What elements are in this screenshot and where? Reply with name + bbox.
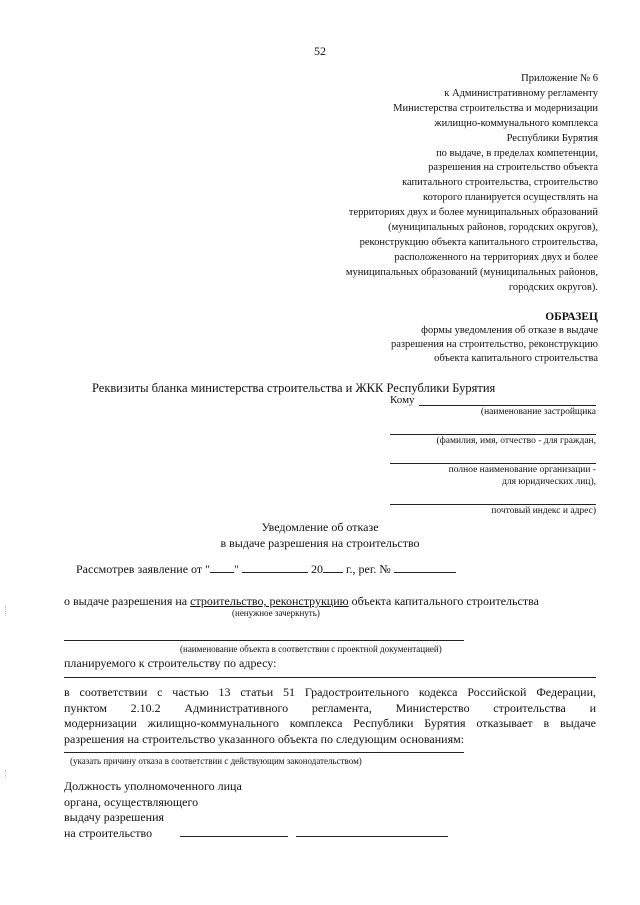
issuance-line	[64, 594, 539, 609]
sample-description	[391, 324, 598, 366]
scan-margin-mark	[5, 770, 10, 778]
reason-paragraph	[64, 685, 596, 747]
appendix-line-10: территориях двух и более муниципальных образований	[348, 207, 598, 219]
appendix-header	[346, 72, 598, 296]
fio-field[interactable]	[390, 422, 596, 435]
appendix-line-5: Республики Бурятия	[506, 132, 598, 144]
considered-line	[76, 562, 456, 577]
signatory-name-field[interactable]	[296, 836, 448, 837]
signature-field[interactable]	[180, 836, 288, 837]
notice-title-line-2: в выдаче разрешения на строительство	[220, 535, 420, 550]
notice-title-line-1: Уведомление об отказе	[261, 520, 379, 534]
issuance-hint: (ненужное зачеркнуть)	[232, 608, 320, 618]
requisites-line: Реквизиты бланка министерства строительства и ЖКК Республики Бурятия	[92, 381, 496, 395]
issuance-suffix: объекта капитального строительства	[348, 594, 539, 608]
signatory-line-1: Должность уполномоченного лица	[64, 779, 242, 793]
appendix-line-12: реконструкцию объекта капитального строительства,	[359, 236, 598, 248]
object-address-field[interactable]	[64, 677, 596, 678]
appendix-line-4: жилищно-коммунального комплекса	[434, 117, 598, 129]
addressee-block	[390, 392, 596, 517]
signatory-block	[64, 779, 242, 842]
signatory-line-3: выдачу разрешения	[64, 810, 165, 825]
quote-mid: "	[234, 562, 242, 576]
hint-developer: (наименование застройщика	[480, 407, 596, 417]
object-hint: (наименование объекта в соответствии с проектной документацией)	[180, 644, 442, 654]
hint-org-2: для юридических лиц),	[502, 477, 596, 487]
issuance-choice: строительство, реконструкцию	[190, 594, 349, 608]
appendix-line-7: разрешения на строительство объекта	[428, 162, 598, 174]
hint-org-1: полное наименование организации -	[448, 465, 596, 475]
reason-line-1: в соответствии с частью 13 статьи 51 Градостроительного кодекса Российской Федерации,	[64, 685, 596, 699]
appendix-line-11: (муниципальных районов, городских округов),	[388, 222, 598, 234]
reg-number-blank[interactable]	[394, 562, 456, 573]
day-blank[interactable]	[210, 562, 234, 573]
reg-label: г., рег. №	[342, 562, 394, 576]
sample-desc-line-1: формы уведомления об отказе в выдаче	[421, 325, 598, 336]
scan-margin-mark	[5, 606, 10, 616]
developer-name-field[interactable]	[419, 394, 596, 406]
reason-line-3: модернизации жилищно-коммунального комплекса Республики Бурятия отказывает в выдаче	[64, 716, 596, 731]
appendix-line-1: Приложение № 6	[521, 73, 598, 84]
sample-title: ОБРАЗЕЦ	[545, 311, 598, 323]
signatory-line-2: органа, осуществляющего	[64, 794, 199, 809]
year-prefix: 20	[307, 562, 323, 576]
hint-address: почтовый индекс и адрес)	[491, 506, 596, 516]
address-field[interactable]	[390, 492, 596, 505]
appendix-line-2: к Административному регламенту	[444, 87, 598, 99]
reason-line-4: разрешения на строительство указанного объекта по следующим основаниям:	[64, 731, 465, 746]
reason-hint: (указать причину отказа в соответствии с действующим законодательством)	[70, 756, 362, 766]
considered-prefix: Рассмотрев заявление от "	[76, 562, 211, 576]
hint-fio: (фамилия, имя, отчество - для граждан,	[436, 436, 596, 446]
appendix-line-14: муниципальных образований (муниципальных районов,	[345, 266, 598, 278]
appendix-line-15: городских округов).	[508, 281, 598, 293]
appendix-line-8: капитального строительства, строительство	[402, 177, 598, 189]
object-address-label: планируемого к строительству по адресу:	[64, 656, 277, 670]
sample-desc-line-2: разрешения на строительство, реконструкцию	[391, 339, 598, 350]
issuance-prefix: о выдаче разрешения на	[64, 594, 191, 608]
appendix-line-9: которого планируется осуществлять на	[423, 192, 598, 204]
to-label: Кому	[390, 394, 415, 406]
org-name-field[interactable]	[390, 451, 596, 464]
reason-field[interactable]	[64, 752, 464, 753]
notice-title	[0, 520, 640, 551]
reason-line-2: пунктом 2.10.2 Административного регламента, Министерство строительства и	[64, 700, 596, 715]
object-name-field[interactable]	[64, 640, 464, 641]
signatory-line-4: на строительство	[64, 826, 153, 841]
appendix-line-3: Министерства строительства и модернизации	[393, 102, 598, 114]
page-number: 52	[314, 44, 326, 58]
appendix-line-13: расположенного на территориях двух и более	[394, 251, 598, 263]
sample-desc-line-3: объекта капитального строительства	[434, 353, 598, 364]
year-blank[interactable]	[323, 562, 343, 573]
month-blank[interactable]	[242, 562, 308, 573]
appendix-line-6: по выдаче, в пределах компетенции,	[436, 147, 598, 159]
